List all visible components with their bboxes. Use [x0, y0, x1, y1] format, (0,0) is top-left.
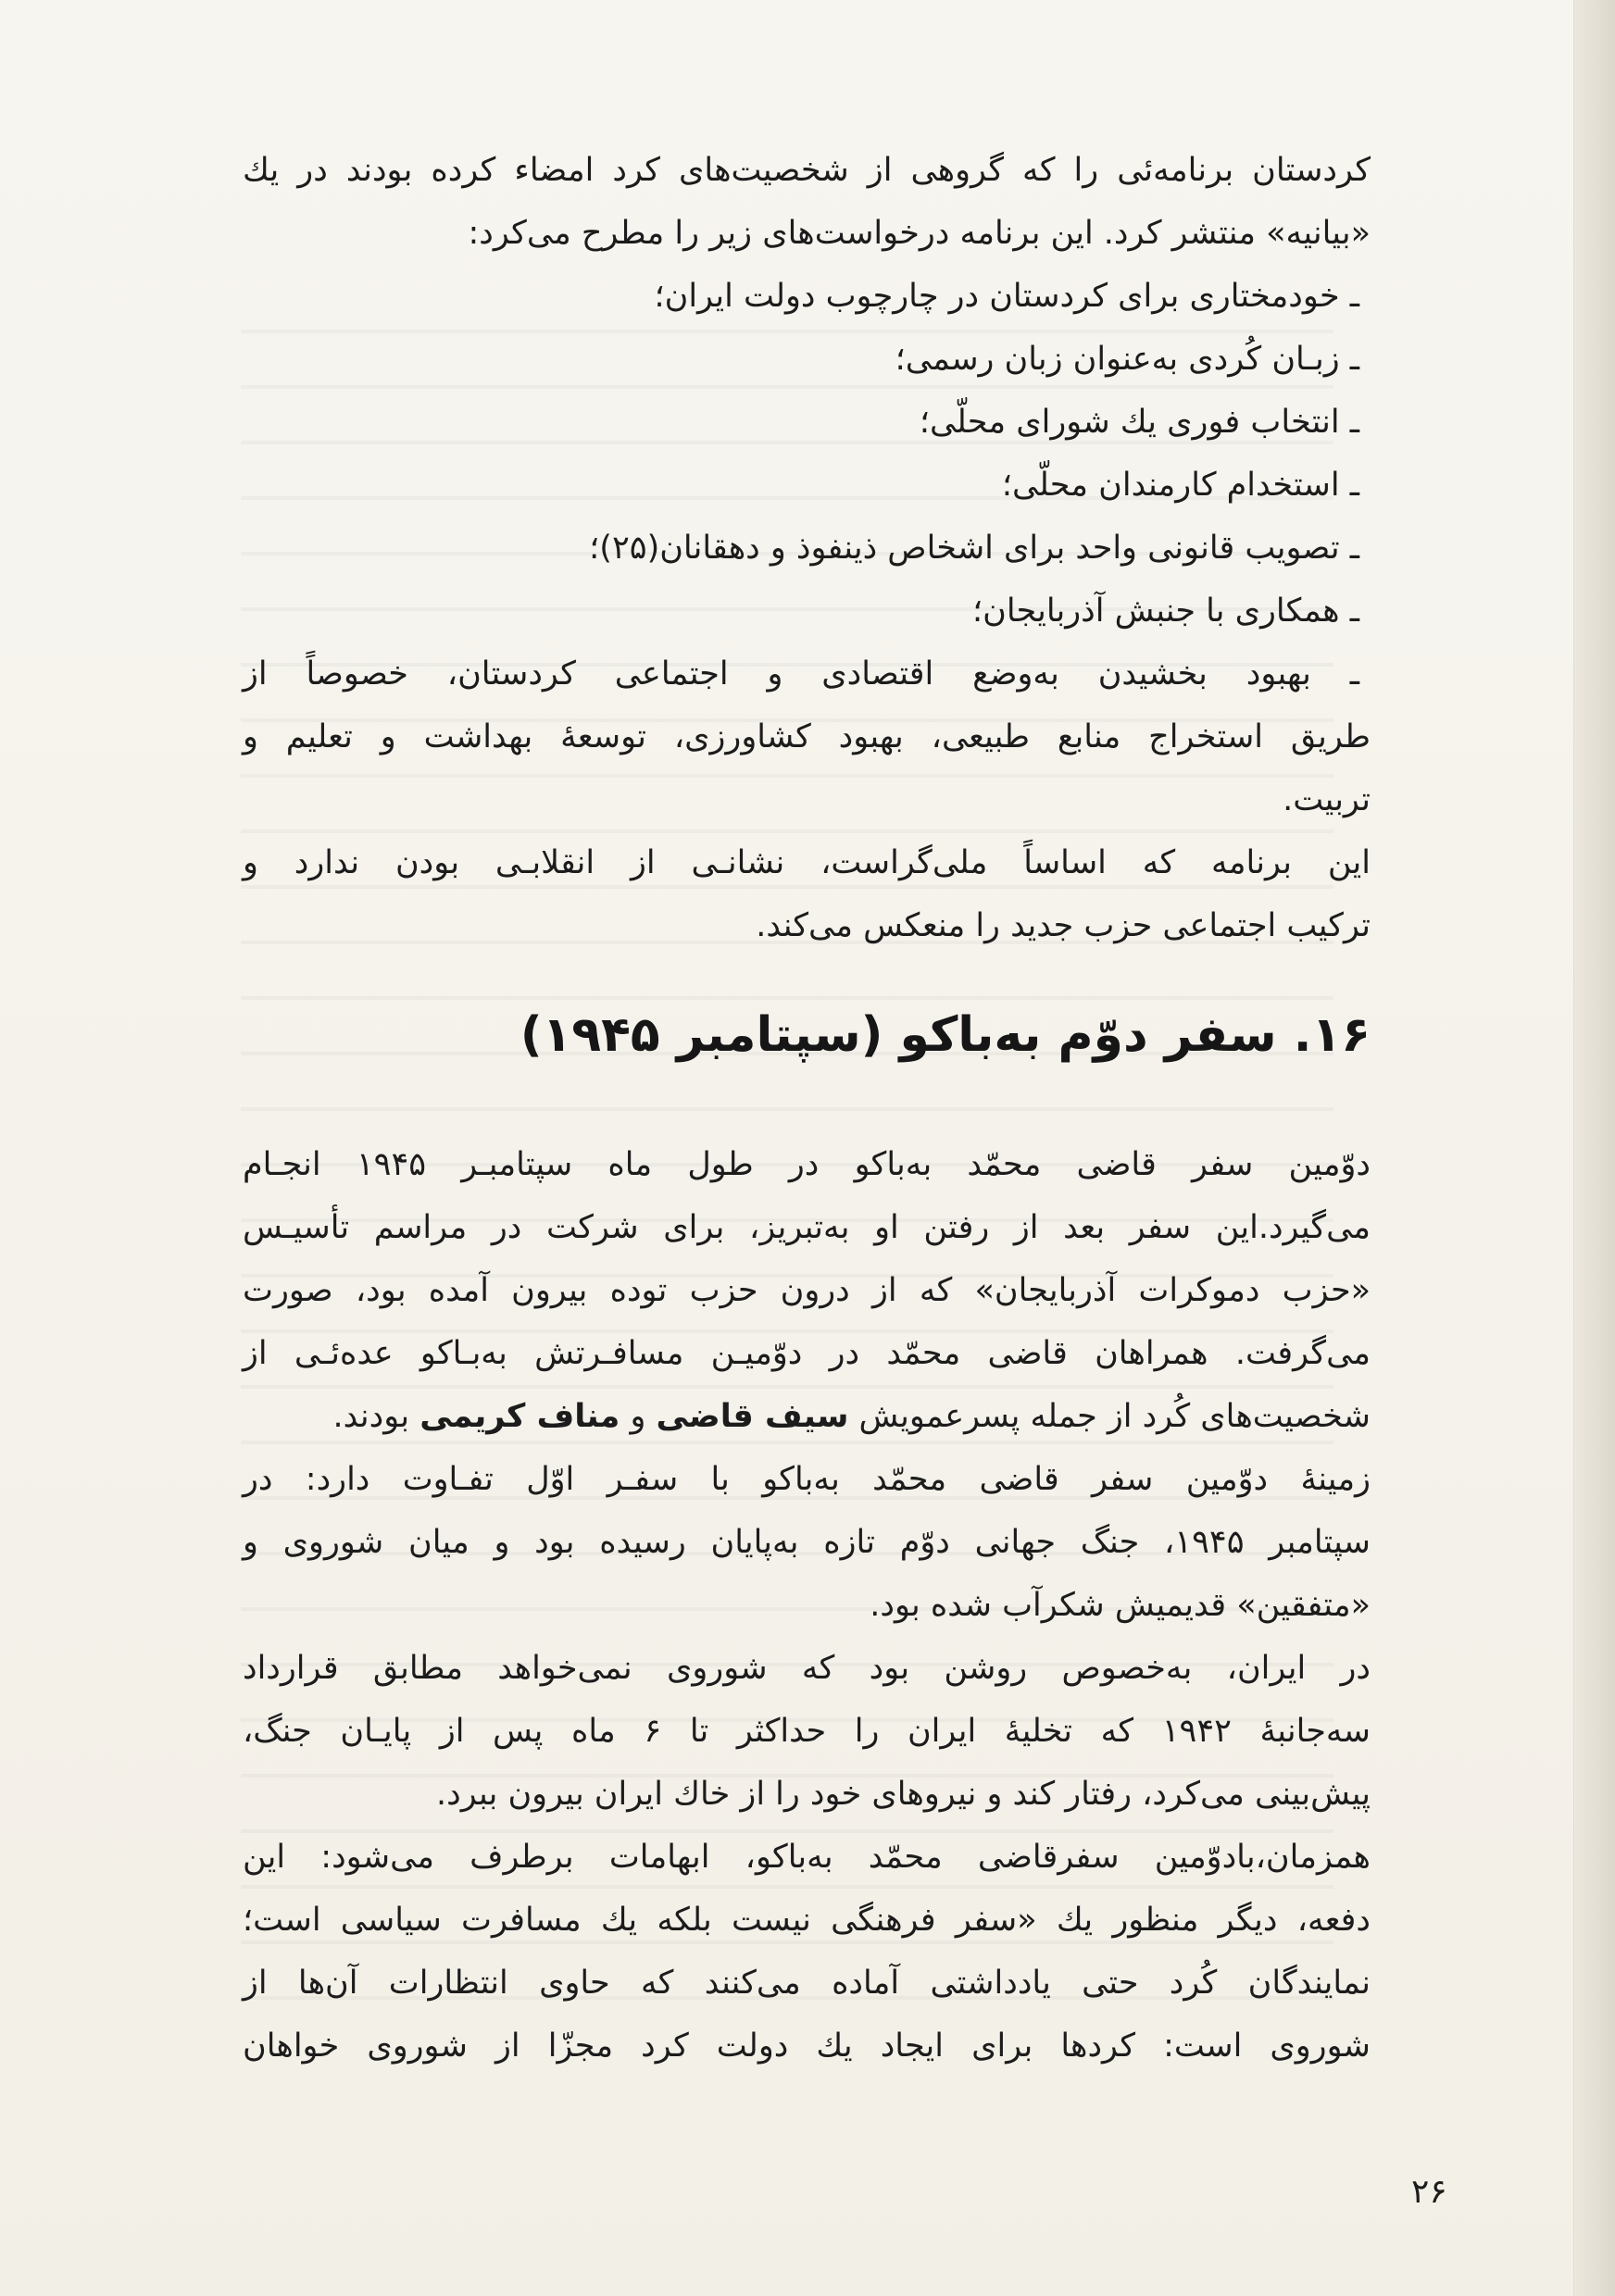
paragraph3-line-5-prefix: شخصیت‌های کُرد از جمله پسرعمویش: [858, 1398, 1371, 1435]
demand-item-7: ـ بهبود بخشیدن به‌وضع اقتصادی و اجتماعی کردستان، خصوصاً از: [243, 655, 1359, 693]
demand-item-6: ـ همکاری با جنبش آذربایجان؛: [972, 593, 1359, 630]
paragraph4-line-1: زمینهٔ دوّمین سفر قاضی محمّد به‌باکو با سفـر اوّل تفـاوت دارد: در: [243, 1461, 1371, 1498]
demand-item-5: ـ تصویب قانونی واحد برای اشخاص ذینفوذ و دهقانان(۲۵)؛: [589, 530, 1359, 567]
paragraph3-line-3: «حزب دموکرات آذربایجان» که از درون حزب توده بیرون آمده بود، صورت: [243, 1272, 1371, 1309]
page-number: ۲۶: [1411, 2173, 1447, 2211]
paragraph5-line-1: در ایران، به‌خصوص روشن بود که شوروی نمی‌خواهد مطابق قرارداد: [243, 1650, 1371, 1687]
paragraph6-line-4: شوروی است: کردها برای ایجاد یك دولت کرد مجزّا از شوروی خواهان: [243, 2028, 1371, 2065]
section-heading: ۱۶. سفر دوّم به‌باکو (سپتامبر ۱۹۴۵): [520, 1007, 1371, 1063]
paragraph4-line-3: «متفقین» قدیمیش شکرآب شده بود.: [870, 1587, 1371, 1624]
demand-continuation-1: طریق استخراج منابع طبیعی، بهبود کشاورزی، توسعهٔ بهداشت و تعلیم و: [243, 718, 1371, 755]
paragraph6-line-1: همزمان،بادوّمین سفرقاضی محمّد به‌باکو، ابهامات برطرف می‌شود: این: [243, 1839, 1371, 1876]
paragraph3-line-5: [243, 1385, 1371, 1448]
paragraph3-line-5-suffix: بودند.: [332, 1398, 410, 1435]
paragraph3-line-1: دوّمین سفر قاضی محمّد به‌باکو در طول ماه سپتامبـر ۱۹۴۵ انجـام: [243, 1146, 1371, 1183]
paragraph5-line-3: پیش‌بینی می‌کرد، رفتار کند و نیروهای خود را از خاك ایران بیرون ببرد.: [436, 1776, 1371, 1813]
paragraph1-line-1: کردستان برنامه‌ئی را که گروهی از شخصیت‌های کرد امضاء کرده بودند در یك: [243, 152, 1371, 189]
demand-item-2: ـ زبـان کُردی به‌عنوان زبان رسمی؛: [895, 341, 1359, 378]
paragraph3-line-2: می‌گیرد.این سفر بعد از رفتن او به‌تبریز، برای شرکت در مراسم تأسیـس: [243, 1209, 1371, 1246]
demand-item-4: ـ استخدام کارمندان محلّی؛: [1001, 467, 1359, 504]
paragraph5-line-2: سه‌جانبهٔ ۱۹۴۲ که تخلیهٔ ایران را حداکثر تا ۶ ماه پس از پایـان جنگ،: [243, 1713, 1371, 1750]
paragraph6-line-3: نمایندگان کُرد حتی یادداشتی آماده می‌کنند که حاوی انتظارات آن‌ها از: [243, 1965, 1371, 2002]
paragraph6-line-2: دفعه، دیگر منظور یك «سفر فرهنگی نیست بلکه یك مسافرت سیاسی است؛: [243, 1902, 1371, 1939]
demand-item-3: ـ انتخاب فوری یك شورای محلّی؛: [919, 404, 1359, 441]
paragraph2-line-1: این برنامه که اساساً ملی‌گراست، نشانـی از انقلابـی بودن ندارد و: [243, 844, 1371, 881]
document-body: [243, 139, 1371, 2078]
conjunction: و: [630, 1398, 646, 1435]
person-name-manaf-karimi: مناف کریمی: [419, 1398, 620, 1435]
demand-continuation-2: تربیت.: [1283, 781, 1371, 818]
demand-item-1: ـ خودمختاری برای کردستان در چارچوب دولت ایران؛: [654, 278, 1359, 315]
paragraph2-line-2: ترکیب اجتماعی حزب جدید را منعکس می‌کند.: [756, 907, 1371, 944]
paragraph3-line-4: می‌گرفت. همراهان قاضی محمّد در دوّمیـن مسافـرتش به‌بـاکو عده‌ئـی از: [243, 1335, 1371, 1372]
page-edge: [1573, 0, 1615, 2296]
paragraph4-line-2: سپتامبر ۱۹۴۵، جنگ جهانی دوّم تازه به‌پایان رسیده بود و میان شوروی و: [243, 1524, 1371, 1561]
person-name-seif-qazi: سیف قاضی: [656, 1398, 849, 1435]
paragraph1-line-2: «بیانیه» منتشر کرد. این برنامه درخواست‌های زیر را مطرح می‌کرد:: [468, 215, 1371, 252]
